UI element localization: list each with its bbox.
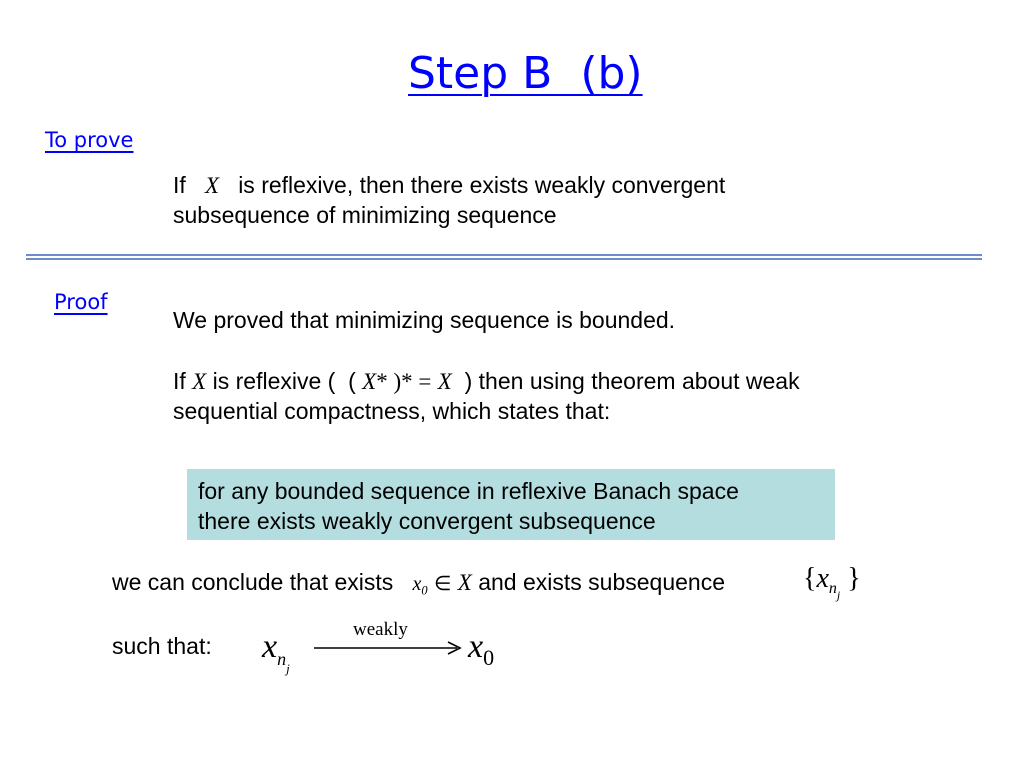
space-x-variable: X: [192, 369, 207, 394]
lhs-j-subscript: j: [286, 661, 290, 676]
brace-close: }: [847, 563, 861, 594]
weak-convergence-lhs: [262, 630, 290, 675]
equal-x-variable: X: [437, 369, 452, 394]
if-word: If: [173, 172, 186, 198]
conclusion-statement: [112, 568, 725, 598]
proof-label: Proof: [54, 290, 108, 314]
rhs-x-base: x: [468, 628, 484, 665]
dual-x-variable: X: [362, 369, 377, 394]
bounded-statement: We proved that minimizing sequence is bounded.: [173, 307, 676, 333]
subsequence-set: [803, 565, 861, 601]
lhs-n-subscript: n: [277, 649, 287, 669]
brace-open: {: [803, 563, 817, 594]
theorem-line-2: there exists weakly convergent subsequence: [198, 508, 656, 534]
x-base: x: [816, 563, 829, 594]
if-word: If: [173, 368, 186, 394]
double-dual-expression: * )* =: [376, 369, 432, 394]
to-prove-statement: [173, 171, 725, 231]
reflexive-line-2: sequential compactness, which states that:: [173, 397, 611, 424]
lhs-x-base: x: [262, 628, 278, 665]
is-reflexive-text: is reflexive (: [212, 368, 336, 394]
open-paren: (: [348, 368, 356, 394]
reflexive-line-1: [173, 367, 800, 397]
divider-line-top: [26, 254, 982, 256]
space-x-variable: X: [204, 173, 220, 198]
slide-title: Step B (b): [408, 48, 643, 99]
such-that-label: such that:: [112, 633, 212, 659]
divider-line-bottom: [26, 258, 982, 260]
to-prove-line-1: [173, 171, 725, 201]
element-of-symbol: ∈: [433, 573, 452, 595]
conclusion-text-1: we can conclude that exists: [112, 569, 394, 595]
theorem-line-1: for any bounded sequence in reflexive Banach space: [198, 478, 739, 504]
theorem-box: [187, 469, 835, 540]
rhs-subscript: 0: [483, 645, 495, 670]
conclusion-text-2: and exists subsequence: [478, 569, 725, 595]
arrow-label: weakly: [353, 619, 408, 640]
reflexive-statement: [173, 367, 800, 427]
then-text: ) then using theorem about weak: [464, 368, 800, 394]
n-subscript: n: [828, 580, 837, 597]
space-x-variable: X: [457, 570, 472, 595]
to-prove-line-1-rest: is reflexive, then there exists weakly convergent: [238, 172, 726, 198]
weak-convergence-arrow-icon: [312, 640, 464, 656]
x0-base: x: [412, 573, 422, 595]
weak-convergence-rhs: [468, 630, 494, 669]
x0-symbol: [412, 573, 428, 598]
x0-subscript: 0: [421, 583, 428, 598]
j-subscript: j: [836, 588, 841, 602]
to-prove-label: To prove: [45, 128, 134, 152]
to-prove-line-2: subsequence of minimizing sequence: [173, 201, 557, 228]
